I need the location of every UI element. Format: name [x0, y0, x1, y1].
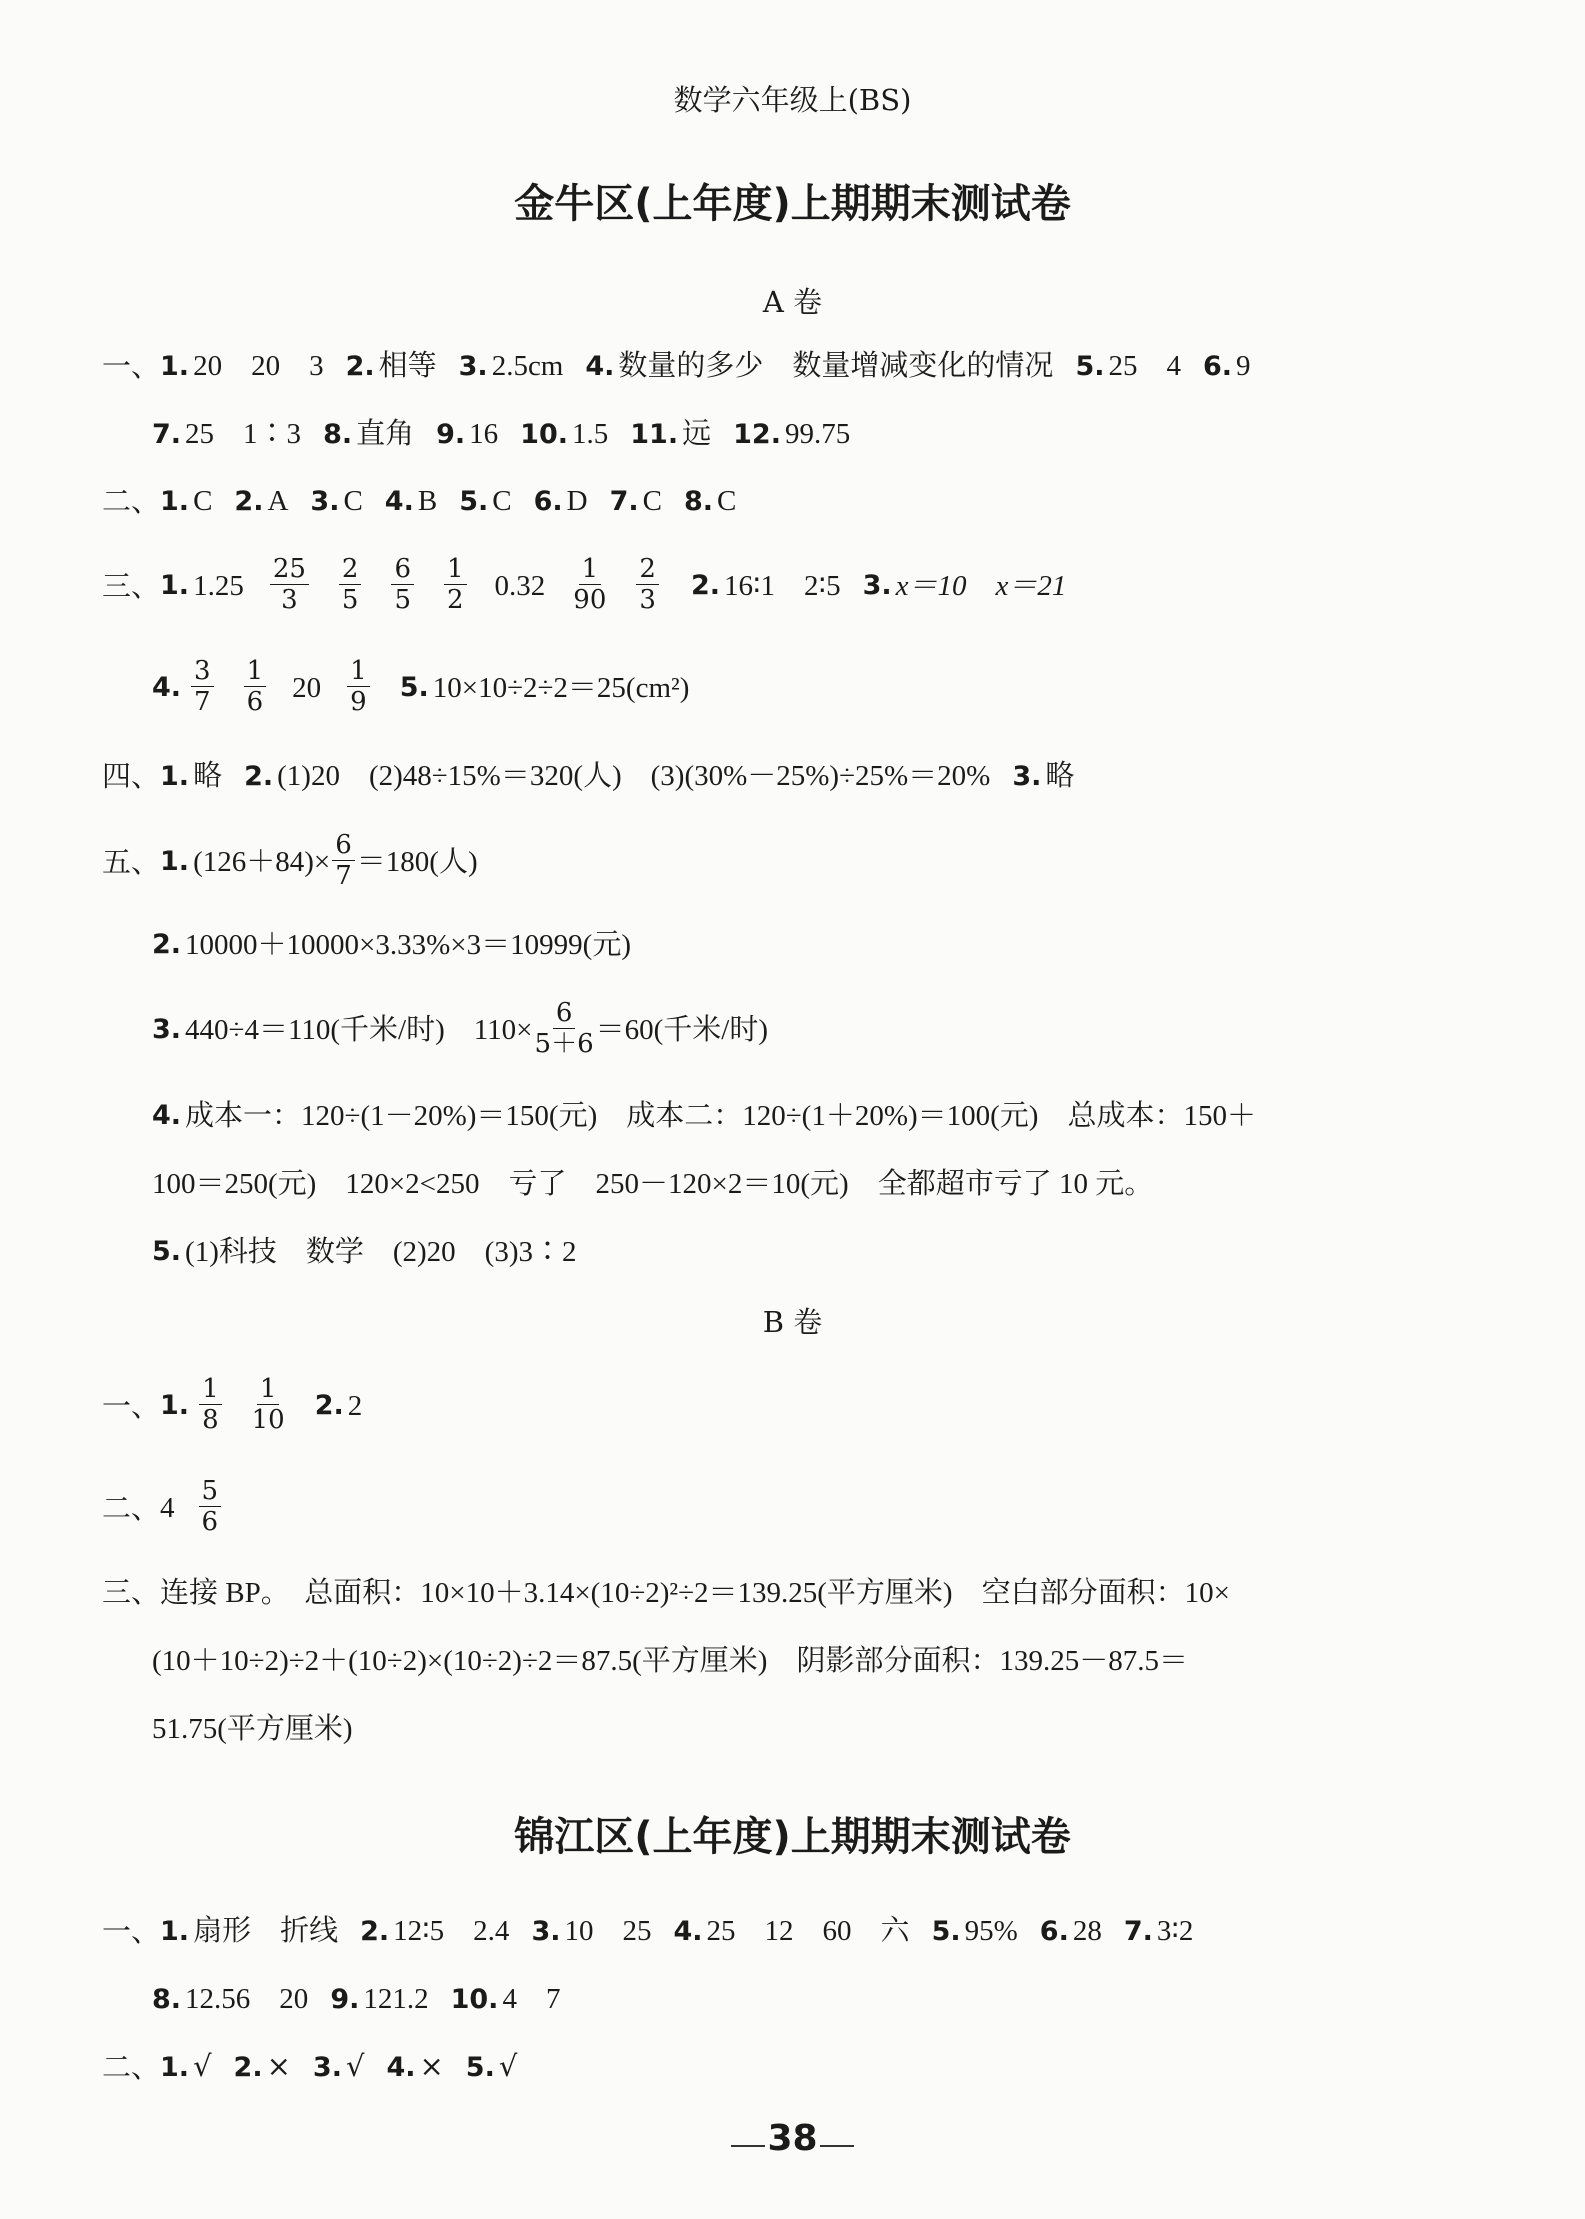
answer-text: 2.5cm	[491, 350, 564, 382]
answer-text: √	[498, 2049, 518, 2083]
q-number: 5.	[931, 1916, 961, 1947]
part-b-heading: B 卷	[762, 1305, 823, 1339]
q-number: 3.	[310, 486, 340, 517]
b2-line	[102, 1475, 227, 1538]
q-number: 6.	[533, 486, 563, 517]
q-number: 3.	[862, 570, 892, 601]
fraction: $\frac{1}{6}$	[244, 656, 267, 717]
answer-text: 略	[1045, 758, 1075, 792]
a5-line-4	[152, 1096, 1256, 1136]
page-number	[0, 2118, 1585, 2159]
answer-text: 100＝250(元) 120×2<250 亏了 250－120×2＝10(元) 全都超市亏了 10 元。	[152, 1168, 1154, 1200]
answer-text: 121.2	[363, 1983, 429, 2015]
answer-text: B	[417, 485, 438, 517]
a5-line-2	[152, 925, 631, 965]
j1-line-2	[152, 1978, 560, 2020]
q-number: 3.	[1012, 761, 1042, 792]
answer-prefix: 五、	[102, 845, 161, 879]
fraction: $\frac{5}{6}$	[199, 1476, 222, 1537]
answer-text: √	[345, 2049, 365, 2083]
q-number: 4.	[386, 2052, 416, 2083]
page-number-rule	[820, 2145, 854, 2147]
a5-line-1	[102, 829, 478, 892]
q-number: 2.	[152, 929, 182, 960]
q-number: 12.	[733, 419, 781, 450]
answer-text: C	[193, 485, 213, 517]
q-number: 2.	[233, 2052, 263, 2083]
q-number: 2.	[345, 351, 375, 382]
q-number: 11.	[630, 419, 679, 450]
b3-line-2	[152, 1641, 1188, 1681]
q-number: 8.	[683, 486, 714, 517]
q-number: 4.	[152, 672, 182, 703]
answer-text: 10 25	[564, 1915, 652, 1947]
answer-text: (1)20 (2)48÷15%＝320(人) (3)(30%－25%)÷25%＝20%	[277, 760, 991, 792]
answer-text: 25 4	[1108, 350, 1181, 382]
q-number: 1.	[160, 486, 190, 517]
answer-text: ＝60(千米/时)	[595, 1014, 769, 1046]
answer-text: 12∶5 2.4	[393, 1915, 510, 1947]
answer-text: 3∶2	[1156, 1915, 1194, 1947]
a5-line-6	[152, 1232, 577, 1272]
answer-text: 成本一：120÷(1－20%)＝150(元) 成本二：120÷(1＋20%)＝100(元) 总成本：150＋	[185, 1100, 1256, 1132]
running-header: 数学六年级上(BS)	[673, 83, 912, 117]
q-number: 4.	[384, 486, 414, 517]
answer-text: 4	[160, 1492, 175, 1524]
answer-prefix: 一、	[102, 1914, 161, 1948]
q-number: 2.	[690, 570, 720, 601]
answer-text: 95%	[964, 1915, 1018, 1947]
a5-line-3	[152, 997, 769, 1060]
answer-text: 10000＋10000×3.33%×3＝10999(元)	[185, 929, 631, 961]
answer-prefix: 四、	[102, 759, 161, 793]
fraction: $\frac{1}{90}$	[573, 553, 607, 615]
answer-text: (1)科技 数学 (2)20 (3)3∶2	[185, 1236, 577, 1268]
answer-text: 4 7	[502, 1983, 561, 2015]
q-number: 9.	[330, 1984, 360, 2015]
answer-text: 相等	[378, 348, 437, 382]
answer-text: 16	[469, 418, 499, 450]
answer-text: 直角	[356, 416, 415, 450]
q-number: 2.	[234, 486, 264, 517]
answer-text: ＝180(人)	[356, 846, 478, 878]
answer-text: 16∶1 2∶5	[723, 570, 841, 602]
b1-line	[102, 1373, 363, 1436]
q-number: 5.	[459, 486, 489, 517]
page-number-rule	[731, 2145, 765, 2147]
q-number: 7.	[609, 486, 639, 517]
q-number: 5.	[1075, 351, 1105, 382]
answer-text: (126＋84)×	[193, 846, 331, 878]
answer-text: D	[566, 485, 588, 517]
q-number: 9.	[436, 419, 466, 450]
q-number: 6.	[1039, 1916, 1069, 1947]
fraction: $\frac{1}{9}$	[347, 656, 370, 717]
answer-text: √	[193, 2049, 212, 2083]
fraction: $\frac{1}{10}$	[251, 1373, 285, 1435]
answer-text: C	[717, 485, 737, 517]
answer-text: 20 20 3	[193, 350, 324, 382]
answer-text: 1.25	[193, 570, 244, 602]
q-number: 1.	[160, 1390, 190, 1421]
answer-text: x＝10 x＝21	[895, 570, 1067, 602]
q-number: 8.	[323, 419, 353, 450]
answer-text: 10×10÷2÷2＝25(cm²)	[432, 672, 690, 704]
q-number: 5.	[465, 2052, 495, 2083]
answer-text: 51.75(平方厘米)	[152, 1713, 353, 1745]
section-title-jinjiang: 锦江区(上年度)上期期末测试卷	[514, 1814, 1071, 1860]
answer-text: C	[343, 485, 363, 517]
a3-line-2	[152, 655, 690, 718]
section-title-jinniu: 金牛区(上年度)上期期末测试卷	[514, 181, 1071, 227]
answer-text: C	[492, 485, 512, 517]
answer-text: 0.32	[494, 570, 546, 602]
q-number: 7.	[152, 419, 182, 450]
a1-line-2	[152, 413, 850, 455]
answer-text: 1.5	[572, 418, 609, 450]
answer-prefix: 二、	[102, 1491, 161, 1525]
part-a-heading: A 卷	[762, 285, 823, 319]
answer-text: 扇形 折线	[193, 1913, 339, 1947]
answer-prefix: 二、	[102, 2050, 161, 2084]
answer-text: 略	[193, 758, 223, 792]
fraction: $\frac{3}{7}$	[191, 656, 214, 717]
q-number: 1.	[160, 761, 190, 792]
answer-text: (10＋10÷2)÷2＋(10÷2)×(10÷2)÷2＝87.5(平方厘米) 阴影部分面积：139.25－87.5＝	[152, 1645, 1188, 1677]
q-number: 2.	[244, 761, 274, 792]
q-number: 10.	[450, 1984, 499, 2015]
fraction: $\frac{2}{3}$	[636, 554, 659, 615]
answer-text: C	[642, 485, 662, 517]
q-number: 10.	[520, 419, 569, 450]
q-number: 1.	[160, 351, 190, 382]
a3-line-1	[102, 553, 1067, 616]
answer-prefix: 二、	[102, 484, 161, 518]
q-number: 1.	[160, 1916, 190, 1947]
answer-text: 数量的多少 数量增减变化的情况	[618, 348, 1054, 382]
answer-text: 12.56 20	[185, 1983, 309, 2015]
answer-text: 远	[682, 416, 712, 450]
answer-prefix: 三、	[102, 569, 161, 603]
answer-text: 三、连接 BP。 总面积：10×10＋3.14×(10÷2)²÷2＝139.25(平方厘米) 空白部分面积：10×	[102, 1577, 1230, 1609]
q-number: 5.	[152, 1236, 182, 1267]
b3-line-1	[102, 1573, 1230, 1613]
q-number: 3.	[531, 1916, 561, 1947]
answer-text: ×	[266, 2049, 291, 2083]
answer-text: 28	[1072, 1915, 1102, 1947]
fraction: $\frac{1}{2}$	[444, 554, 467, 615]
q-number: 2.	[314, 1390, 344, 1421]
fraction: $\frac{6}{5+6}$	[534, 997, 594, 1059]
a2-line	[102, 480, 736, 522]
q-number: 7.	[1123, 1916, 1153, 1947]
q-number: 2.	[360, 1916, 390, 1947]
answer-text: ×	[419, 2049, 444, 2083]
answer-text: A	[267, 485, 289, 517]
j1-line-1	[102, 1910, 1193, 1952]
answer-text: 440÷4＝110(千米/时) 110×	[185, 1014, 533, 1046]
a4-line	[102, 755, 1074, 797]
q-number: 8.	[152, 1984, 182, 2015]
q-number: 4.	[673, 1916, 703, 1947]
answer-text: 25 12 60 六	[706, 1915, 910, 1947]
q-number: 1.	[160, 846, 190, 877]
q-number: 6.	[1203, 351, 1233, 382]
answer-text: 2	[347, 1390, 363, 1422]
fraction: $\frac{1}{8}$	[199, 1374, 222, 1435]
q-number: 4.	[152, 1100, 182, 1131]
answer-text: 99.75	[784, 418, 851, 450]
q-number: 4.	[585, 351, 615, 382]
answer-prefix: 一、	[102, 349, 161, 383]
q-number: 3.	[152, 1014, 182, 1045]
q-number: 5.	[399, 672, 429, 703]
a1-line-1	[102, 345, 1251, 387]
answer-text: 25 1∶3	[185, 418, 302, 450]
q-number: 3.	[312, 2052, 342, 2083]
page-number-text: 38	[767, 2118, 818, 2159]
answer-text: 9	[1236, 350, 1251, 382]
b3-line-3	[152, 1709, 353, 1749]
answer-text: 20	[292, 672, 322, 704]
q-number: 1.	[160, 2052, 190, 2083]
fraction: $\frac{2}{5}$	[339, 554, 362, 615]
q-number: 1.	[160, 570, 190, 601]
fraction: $\frac{6}{7}$	[332, 830, 355, 891]
answer-prefix: 一、	[102, 1389, 161, 1423]
fraction: $\frac{25}{3}$	[270, 554, 309, 615]
q-number: 3.	[458, 351, 488, 382]
a5-line-5	[152, 1164, 1153, 1204]
fraction: $\frac{6}{5}$	[391, 554, 414, 615]
j2-line	[102, 2046, 517, 2088]
